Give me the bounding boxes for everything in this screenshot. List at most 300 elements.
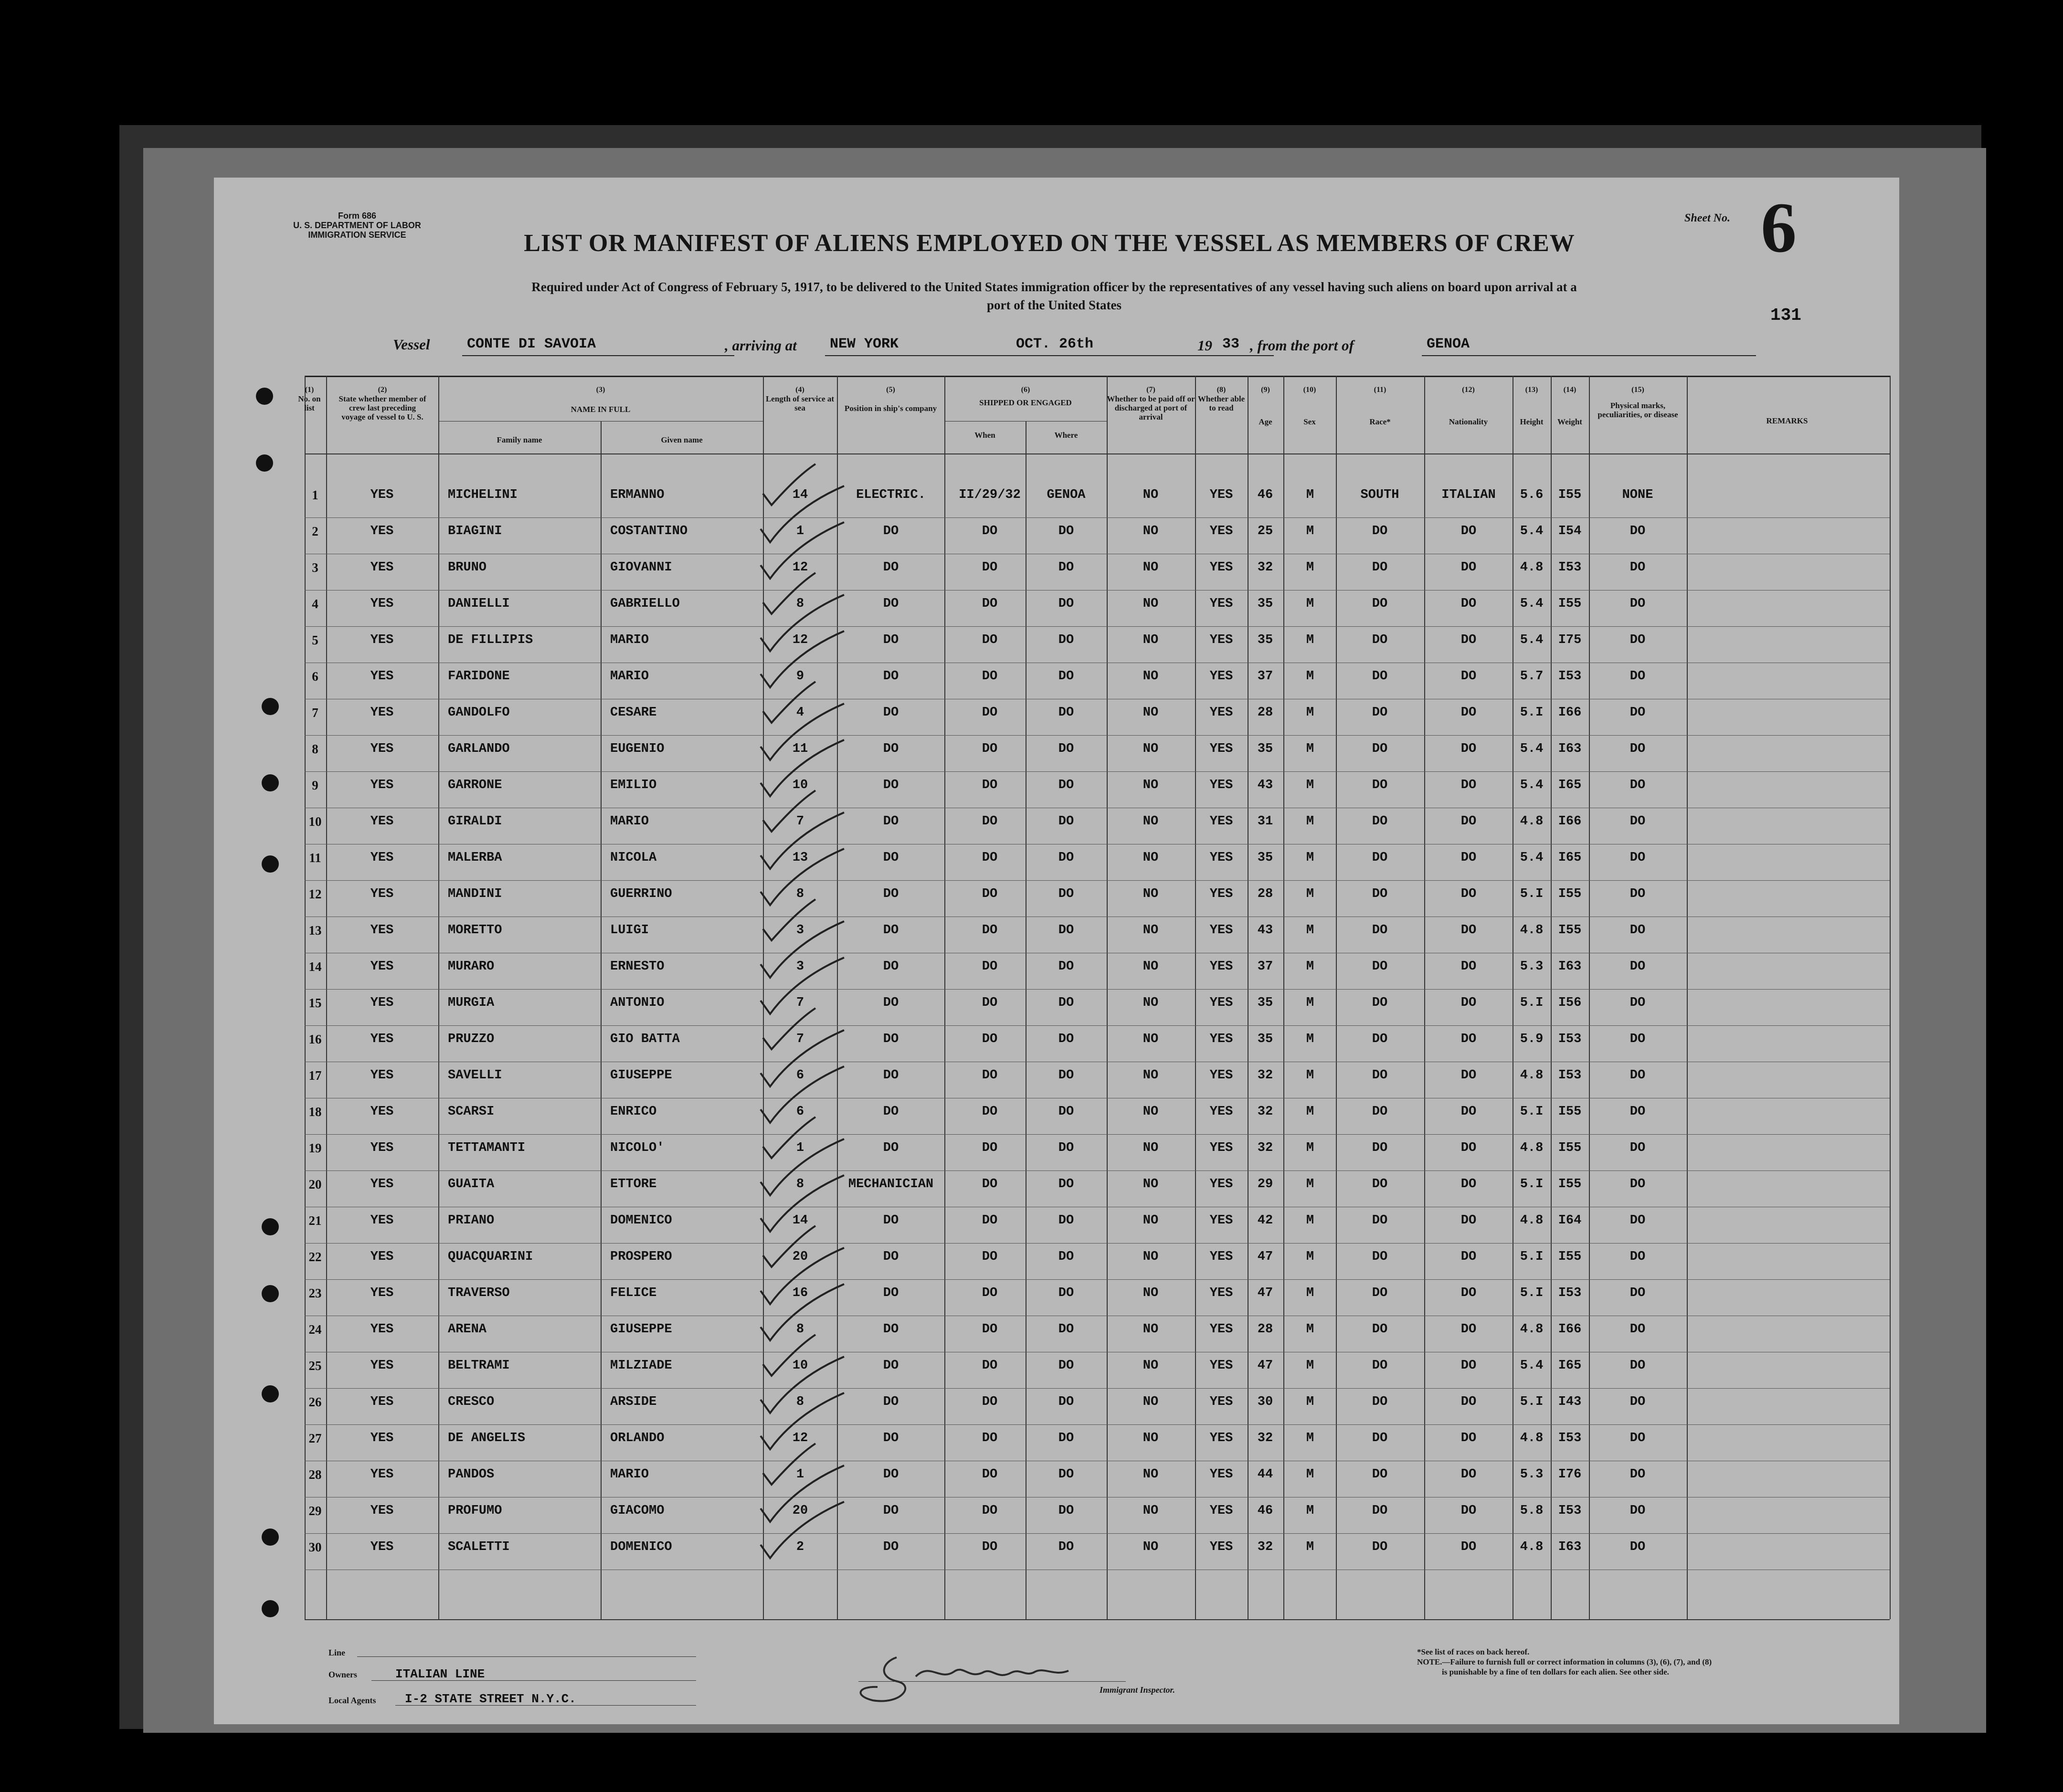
cell-race: DO xyxy=(1372,1068,1388,1083)
shipped-where-heading: Where xyxy=(1054,431,1078,440)
cell-height: 5.I xyxy=(1520,1105,1544,1119)
cell-position: DO xyxy=(883,778,899,792)
cell-physical-marks: DO xyxy=(1629,669,1646,684)
cell-last-voyage: YES xyxy=(370,1177,394,1191)
cell-able-to-read: YES xyxy=(1209,560,1233,575)
page-title: LIST OR MANIFEST OF ALIENS EMPLOYED ON THE VESSEL AS MEMBERS OF CREW xyxy=(524,230,1575,257)
cell-able-to-read: YES xyxy=(1209,1540,1233,1554)
cell-height: 4.8 xyxy=(1520,560,1544,575)
cell-last-voyage: YES xyxy=(370,560,394,575)
cell-age: 47 xyxy=(1257,1359,1273,1373)
cell-last-voyage: YES xyxy=(370,959,394,974)
col9-number: (9) xyxy=(1261,386,1270,394)
cell-family-name: CRESCO xyxy=(448,1395,495,1409)
cell-given-name: MARIO xyxy=(610,1467,649,1482)
cell-age: 37 xyxy=(1257,959,1273,974)
check-mark xyxy=(763,464,815,505)
cell-physical-marks: DO xyxy=(1629,706,1646,720)
cell-given-name: COSTANTINO xyxy=(610,524,688,538)
vessel-label: Vessel xyxy=(393,336,430,353)
cell-given-name: MARIO xyxy=(610,633,649,647)
year-prefix: 19 xyxy=(1197,337,1212,354)
cell-able-to-read: YES xyxy=(1209,633,1233,647)
cell-service-length: 10 xyxy=(792,778,808,792)
cell-position: DO xyxy=(883,669,899,684)
cell-nationality: DO xyxy=(1460,1467,1477,1482)
cell-shipped-where: DO xyxy=(1058,1431,1074,1445)
cell-shipped-where: DO xyxy=(1058,706,1074,720)
cell-row-number: 17 xyxy=(308,1068,322,1083)
cell-last-voyage: YES xyxy=(370,1540,394,1554)
cell-service-length: 8 xyxy=(796,1322,804,1337)
cell-position: ELECTRIC. xyxy=(856,488,926,502)
cell-nationality: DO xyxy=(1460,1322,1477,1337)
cell-row-number: 29 xyxy=(308,1504,322,1518)
cell-service-length: 1 xyxy=(796,524,804,538)
cell-shipped-when: DO xyxy=(982,524,998,538)
check-mark xyxy=(761,1502,844,1558)
cell-weight: I55 xyxy=(1558,1177,1582,1191)
cell-position: DO xyxy=(883,597,899,611)
cell-race: DO xyxy=(1372,1250,1388,1264)
cell-paid-off: NO xyxy=(1143,1105,1159,1119)
cell-physical-marks: DO xyxy=(1629,633,1646,647)
cell-shipped-where: DO xyxy=(1058,633,1074,647)
cell-physical-marks: DO xyxy=(1629,1141,1646,1155)
cell-able-to-read: YES xyxy=(1209,1504,1233,1518)
cell-position: DO xyxy=(883,959,899,974)
cell-family-name: MALERBA xyxy=(448,851,502,865)
cell-service-length: 1 xyxy=(796,1141,804,1155)
cell-race: DO xyxy=(1372,1540,1388,1554)
cell-race: DO xyxy=(1372,1467,1388,1482)
cell-age: 28 xyxy=(1257,706,1273,720)
cell-height: 5.6 xyxy=(1520,488,1544,502)
cell-given-name: GIUSEPPE xyxy=(610,1322,672,1337)
cell-weight: I65 xyxy=(1558,778,1582,792)
cell-given-name: GUERRINO xyxy=(610,887,672,901)
check-marks xyxy=(214,178,1899,1724)
cell-nationality: DO xyxy=(1460,1177,1477,1191)
cell-nationality: DO xyxy=(1460,1032,1477,1046)
cell-height: 5.3 xyxy=(1520,959,1544,974)
cell-paid-off: NO xyxy=(1143,1286,1159,1300)
cell-last-voyage: YES xyxy=(370,1359,394,1373)
check-mark xyxy=(761,1393,844,1449)
cell-age: 28 xyxy=(1257,1322,1273,1337)
cell-family-name: DE FILLIPIS xyxy=(448,633,533,647)
col13-number: (13) xyxy=(1525,386,1538,394)
cell-able-to-read: YES xyxy=(1209,959,1233,974)
cell-age: 42 xyxy=(1257,1213,1273,1228)
cell-nationality: DO xyxy=(1460,1105,1477,1119)
cell-nationality: DO xyxy=(1460,923,1477,938)
cell-shipped-when: DO xyxy=(982,814,998,829)
cell-able-to-read: YES xyxy=(1209,524,1233,538)
cell-shipped-where: DO xyxy=(1058,1141,1074,1155)
footnote-penalty-2: is punishable by a fine of ten dollars for each alien. See other side. xyxy=(1442,1667,1669,1676)
cell-position: DO xyxy=(883,814,899,829)
cell-service-length: 14 xyxy=(792,488,808,502)
col8-number: (8) xyxy=(1217,386,1226,394)
cell-shipped-when: DO xyxy=(982,669,998,684)
cell-row-number: 2 xyxy=(312,524,318,538)
cell-age: 35 xyxy=(1257,742,1273,756)
cell-paid-off: NO xyxy=(1143,1068,1159,1083)
cell-able-to-read: YES xyxy=(1209,1250,1233,1264)
cell-service-length: 3 xyxy=(796,923,804,938)
cell-height: 4.8 xyxy=(1520,923,1544,938)
cell-family-name: MICHELINI xyxy=(448,488,518,502)
col3-label: NAME IN FULL xyxy=(571,405,631,414)
cell-sex: M xyxy=(1306,706,1314,720)
cell-shipped-when: DO xyxy=(982,1286,998,1300)
cell-physical-marks: DO xyxy=(1629,1105,1646,1119)
cell-nationality: DO xyxy=(1460,814,1477,829)
cell-physical-marks: DO xyxy=(1629,742,1646,756)
cell-shipped-when: DO xyxy=(982,597,998,611)
cell-row-number: 24 xyxy=(308,1322,322,1337)
cell-paid-off: NO xyxy=(1143,633,1159,647)
cell-age: 43 xyxy=(1257,778,1273,792)
cell-height: 4.8 xyxy=(1520,1141,1544,1155)
cell-paid-off: NO xyxy=(1143,887,1159,901)
cell-family-name: SCALETTI xyxy=(448,1540,510,1554)
check-mark xyxy=(761,1175,844,1232)
col5-label: Position in ship's company xyxy=(844,404,937,413)
cell-able-to-read: YES xyxy=(1209,851,1233,865)
cell-weight: I53 xyxy=(1558,560,1582,575)
cell-height: 4.8 xyxy=(1520,814,1544,829)
cell-height: 5.7 xyxy=(1520,669,1544,684)
cell-race: DO xyxy=(1372,1032,1388,1046)
manifest-page xyxy=(214,178,1899,1724)
cell-last-voyage: YES xyxy=(370,1032,394,1046)
stamp-number: 131 xyxy=(1770,306,1801,325)
cell-shipped-where: GENOA xyxy=(1047,488,1086,502)
cell-last-voyage: YES xyxy=(370,1068,394,1083)
cell-shipped-where: DO xyxy=(1058,1540,1074,1554)
cell-row-number: 3 xyxy=(312,560,318,575)
cell-sex: M xyxy=(1306,996,1314,1010)
col6-label: SHIPPED OR ENGAGED xyxy=(979,398,1072,407)
cell-service-length: 2 xyxy=(796,1540,804,1554)
cell-age: 32 xyxy=(1257,1540,1273,1554)
cell-nationality: DO xyxy=(1460,1504,1477,1518)
cell-shipped-when: DO xyxy=(982,851,998,865)
cell-physical-marks: DO xyxy=(1629,1213,1646,1228)
cell-sex: M xyxy=(1306,1068,1314,1083)
cell-age: 47 xyxy=(1257,1286,1273,1300)
cell-physical-marks: DO xyxy=(1629,1504,1646,1518)
cell-sex: M xyxy=(1306,597,1314,611)
cell-row-number: 9 xyxy=(312,778,318,792)
cell-family-name: BIAGINI xyxy=(448,524,502,538)
cell-paid-off: NO xyxy=(1143,1504,1159,1518)
cell-shipped-where: DO xyxy=(1058,923,1074,938)
cell-shipped-when: DO xyxy=(982,1395,998,1409)
cell-able-to-read: YES xyxy=(1209,597,1233,611)
cell-sex: M xyxy=(1306,923,1314,938)
cell-shipped-when: DO xyxy=(982,1177,998,1191)
cell-race: DO xyxy=(1372,524,1388,538)
cell-able-to-read: YES xyxy=(1209,1431,1233,1445)
cell-nationality: DO xyxy=(1460,669,1477,684)
cell-shipped-where: DO xyxy=(1058,1105,1074,1119)
cell-service-length: 20 xyxy=(792,1250,808,1264)
cell-race: DO xyxy=(1372,996,1388,1010)
cell-able-to-read: YES xyxy=(1209,923,1233,938)
given-name-heading: Given name xyxy=(661,435,703,444)
cell-race: DO xyxy=(1372,778,1388,792)
col4-number: (4) xyxy=(795,386,804,394)
cell-height: 5.I xyxy=(1520,1177,1544,1191)
cell-nationality: DO xyxy=(1460,1141,1477,1155)
family-name-heading: Family name xyxy=(497,435,542,444)
cell-age: 32 xyxy=(1257,1068,1273,1083)
cell-service-length: 7 xyxy=(796,814,804,829)
cell-height: 4.8 xyxy=(1520,1068,1544,1083)
cell-service-length: 14 xyxy=(792,1213,808,1228)
col9-label: Age xyxy=(1259,417,1272,426)
cell-family-name: MORETTO xyxy=(448,923,502,938)
cell-physical-marks: DO xyxy=(1629,1359,1646,1373)
cell-physical-marks: DO xyxy=(1629,923,1646,938)
col12-label: Nationality xyxy=(1449,417,1488,426)
binder-hole xyxy=(256,388,273,405)
cell-row-number: 20 xyxy=(308,1177,322,1191)
cell-family-name: DANIELLI xyxy=(448,597,510,611)
cell-physical-marks: DO xyxy=(1629,1068,1646,1083)
owners-value: ITALIAN LINE xyxy=(395,1667,485,1681)
cell-sex: M xyxy=(1306,778,1314,792)
cell-able-to-read: YES xyxy=(1209,1141,1233,1155)
cell-given-name: EMILIO xyxy=(610,778,657,792)
cell-given-name: ANTONIO xyxy=(610,996,665,1010)
cell-height: 5.I xyxy=(1520,1250,1544,1264)
cell-position: DO xyxy=(883,1395,899,1409)
cell-nationality: DO xyxy=(1460,887,1477,901)
cell-physical-marks: DO xyxy=(1629,996,1646,1010)
arriving-label: , arriving at xyxy=(725,337,797,354)
subtitle-line-1: Required under Act of Congress of February 5, 1917, to be delivered to the United States immigration officer by the representatives of any vessel having such aliens on board upon arrival at a xyxy=(531,280,1577,294)
check-mark xyxy=(761,1066,844,1123)
cell-weight: I76 xyxy=(1558,1467,1582,1482)
cell-age: 44 xyxy=(1257,1467,1273,1482)
cell-given-name: ERNESTO xyxy=(610,959,665,974)
cell-physical-marks: DO xyxy=(1629,1431,1646,1445)
cell-row-number: 18 xyxy=(308,1105,322,1119)
cell-shipped-where: DO xyxy=(1058,597,1074,611)
cell-physical-marks: DO xyxy=(1629,1467,1646,1482)
cell-last-voyage: YES xyxy=(370,524,394,538)
cell-service-length: 12 xyxy=(792,1431,808,1445)
cell-position: DO xyxy=(883,1250,899,1264)
col11-number: (11) xyxy=(1374,386,1386,394)
cell-family-name: SAVELLI xyxy=(448,1068,502,1083)
binder-hole xyxy=(262,774,279,791)
cell-height: 5.4 xyxy=(1520,597,1544,611)
cell-nationality: DO xyxy=(1460,778,1477,792)
cell-nationality: DO xyxy=(1460,560,1477,575)
cell-service-length: 8 xyxy=(796,887,804,901)
cell-age: 31 xyxy=(1257,814,1273,829)
cell-family-name: FARIDONE xyxy=(448,669,510,684)
cell-row-number: 6 xyxy=(312,669,318,684)
cell-age: 25 xyxy=(1257,524,1273,538)
cell-shipped-when: DO xyxy=(982,1141,998,1155)
cell-last-voyage: YES xyxy=(370,1105,394,1119)
cell-paid-off: NO xyxy=(1143,996,1159,1010)
cell-age: 46 xyxy=(1257,488,1273,502)
cell-shipped-when: DO xyxy=(982,560,998,575)
binder-hole xyxy=(262,1285,279,1302)
cell-row-number: 10 xyxy=(308,814,322,829)
cell-nationality: ITALIAN xyxy=(1441,488,1496,502)
cell-physical-marks: DO xyxy=(1629,524,1646,538)
cell-weight: I63 xyxy=(1558,1540,1582,1554)
cell-shipped-where: DO xyxy=(1058,1032,1074,1046)
cell-shipped-where: DO xyxy=(1058,742,1074,756)
cell-sex: M xyxy=(1306,742,1314,756)
check-mark xyxy=(761,740,844,796)
cell-weight: I53 xyxy=(1558,669,1582,684)
cell-shipped-when: II/29/32 xyxy=(959,488,1021,502)
cell-able-to-read: YES xyxy=(1209,814,1233,829)
cell-family-name: SCARSI xyxy=(448,1105,495,1119)
cell-shipped-when: DO xyxy=(982,887,998,901)
from-label: , from the port of xyxy=(1250,337,1354,354)
cell-sex: M xyxy=(1306,1141,1314,1155)
cell-last-voyage: YES xyxy=(370,923,394,938)
cell-last-voyage: YES xyxy=(370,887,394,901)
cell-family-name: MURGIA xyxy=(448,996,495,1010)
cell-sex: M xyxy=(1306,1213,1314,1228)
cell-row-number: 22 xyxy=(308,1250,322,1264)
cell-given-name: EUGENIO xyxy=(610,742,665,756)
cell-able-to-read: YES xyxy=(1209,1359,1233,1373)
cell-shipped-where: DO xyxy=(1058,887,1074,901)
cell-shipped-when: DO xyxy=(982,1504,998,1518)
binder-hole xyxy=(262,1385,279,1402)
cell-physical-marks: DO xyxy=(1629,560,1646,575)
cell-family-name: GARLANDO xyxy=(448,742,510,756)
cell-service-length: 8 xyxy=(796,1177,804,1191)
cell-age: 37 xyxy=(1257,669,1273,684)
cell-physical-marks: DO xyxy=(1629,778,1646,792)
cell-position: DO xyxy=(883,742,899,756)
cell-able-to-read: YES xyxy=(1209,778,1233,792)
cell-family-name: ARENA xyxy=(448,1322,487,1337)
cell-sex: M xyxy=(1306,669,1314,684)
col10-label: Sex xyxy=(1303,417,1316,426)
cell-position: DO xyxy=(883,1431,899,1445)
col1-label: No. on list xyxy=(298,394,321,412)
cell-row-number: 16 xyxy=(308,1032,322,1046)
cell-nationality: DO xyxy=(1460,633,1477,647)
cell-weight: I54 xyxy=(1558,524,1582,538)
cell-race: DO xyxy=(1372,887,1388,901)
cell-age: 35 xyxy=(1257,851,1273,865)
cell-age: 32 xyxy=(1257,1141,1273,1155)
cell-paid-off: NO xyxy=(1143,923,1159,938)
cell-physical-marks: DO xyxy=(1629,1177,1646,1191)
cell-race: DO xyxy=(1372,1359,1388,1373)
cell-family-name: TRAVERSO xyxy=(448,1286,510,1300)
cell-able-to-read: YES xyxy=(1209,1105,1233,1119)
cell-shipped-when: DO xyxy=(982,1322,998,1337)
cell-weight: I55 xyxy=(1558,1250,1582,1264)
cell-row-number: 7 xyxy=(312,706,318,720)
cell-nationality: DO xyxy=(1460,1359,1477,1373)
cell-position: DO xyxy=(883,1286,899,1300)
cell-weight: I66 xyxy=(1558,814,1582,829)
cell-nationality: DO xyxy=(1460,1395,1477,1409)
cell-sex: M xyxy=(1306,488,1314,502)
cell-height: 5.I xyxy=(1520,1286,1544,1300)
cell-row-number: 28 xyxy=(308,1467,322,1482)
cell-last-voyage: YES xyxy=(370,1322,394,1337)
cell-paid-off: NO xyxy=(1143,1322,1159,1337)
cell-height: 4.8 xyxy=(1520,1540,1544,1554)
cell-given-name: GIUSEPPE xyxy=(610,1068,672,1083)
binder-hole xyxy=(262,1600,279,1617)
agents-value: I-2 STATE STREET N.Y.C. xyxy=(405,1692,576,1706)
cell-family-name: MURARO xyxy=(448,959,495,974)
cell-position: DO xyxy=(883,524,899,538)
cell-weight: I66 xyxy=(1558,1322,1582,1337)
binder-hole xyxy=(262,855,279,873)
cell-nationality: DO xyxy=(1460,959,1477,974)
sheet-label: Sheet No. xyxy=(1684,212,1730,224)
form-department: U. S. DEPARTMENT OF LABOR xyxy=(293,221,421,230)
col11-label: Race* xyxy=(1369,417,1391,426)
cell-paid-off: NO xyxy=(1143,778,1159,792)
cell-able-to-read: YES xyxy=(1209,887,1233,901)
cell-height: 5.4 xyxy=(1520,633,1544,647)
cell-height: 4.8 xyxy=(1520,1322,1544,1337)
cell-position: DO xyxy=(883,1467,899,1482)
cell-age: 32 xyxy=(1257,1105,1273,1119)
cell-paid-off: NO xyxy=(1143,1431,1159,1445)
cell-service-length: 8 xyxy=(796,1395,804,1409)
cell-shipped-when: DO xyxy=(982,633,998,647)
cell-row-number: 8 xyxy=(312,742,318,756)
cell-shipped-when: DO xyxy=(982,778,998,792)
check-mark xyxy=(761,522,844,579)
cell-shipped-where: DO xyxy=(1058,1286,1074,1300)
cell-sex: M xyxy=(1306,814,1314,829)
cell-shipped-where: DO xyxy=(1058,1068,1074,1083)
cell-position: DO xyxy=(883,633,899,647)
cell-paid-off: NO xyxy=(1143,597,1159,611)
vessel-name: CONTE DI SAVOIA xyxy=(467,336,596,352)
cell-row-number: 4 xyxy=(312,597,318,611)
cell-row-number: 25 xyxy=(308,1359,322,1373)
cell-nationality: DO xyxy=(1460,1068,1477,1083)
check-mark xyxy=(761,704,844,760)
cell-height: 4.8 xyxy=(1520,1213,1544,1228)
cell-physical-marks: DO xyxy=(1629,1395,1646,1409)
cell-weight: I63 xyxy=(1558,959,1582,974)
cell-race: DO xyxy=(1372,706,1388,720)
footnotes xyxy=(1417,1647,1712,1677)
cell-nationality: DO xyxy=(1460,1286,1477,1300)
line-label: Line xyxy=(328,1648,346,1657)
cell-age: 35 xyxy=(1257,996,1273,1010)
cell-row-number: 30 xyxy=(308,1540,322,1554)
year-suffix: 33 xyxy=(1222,336,1240,352)
